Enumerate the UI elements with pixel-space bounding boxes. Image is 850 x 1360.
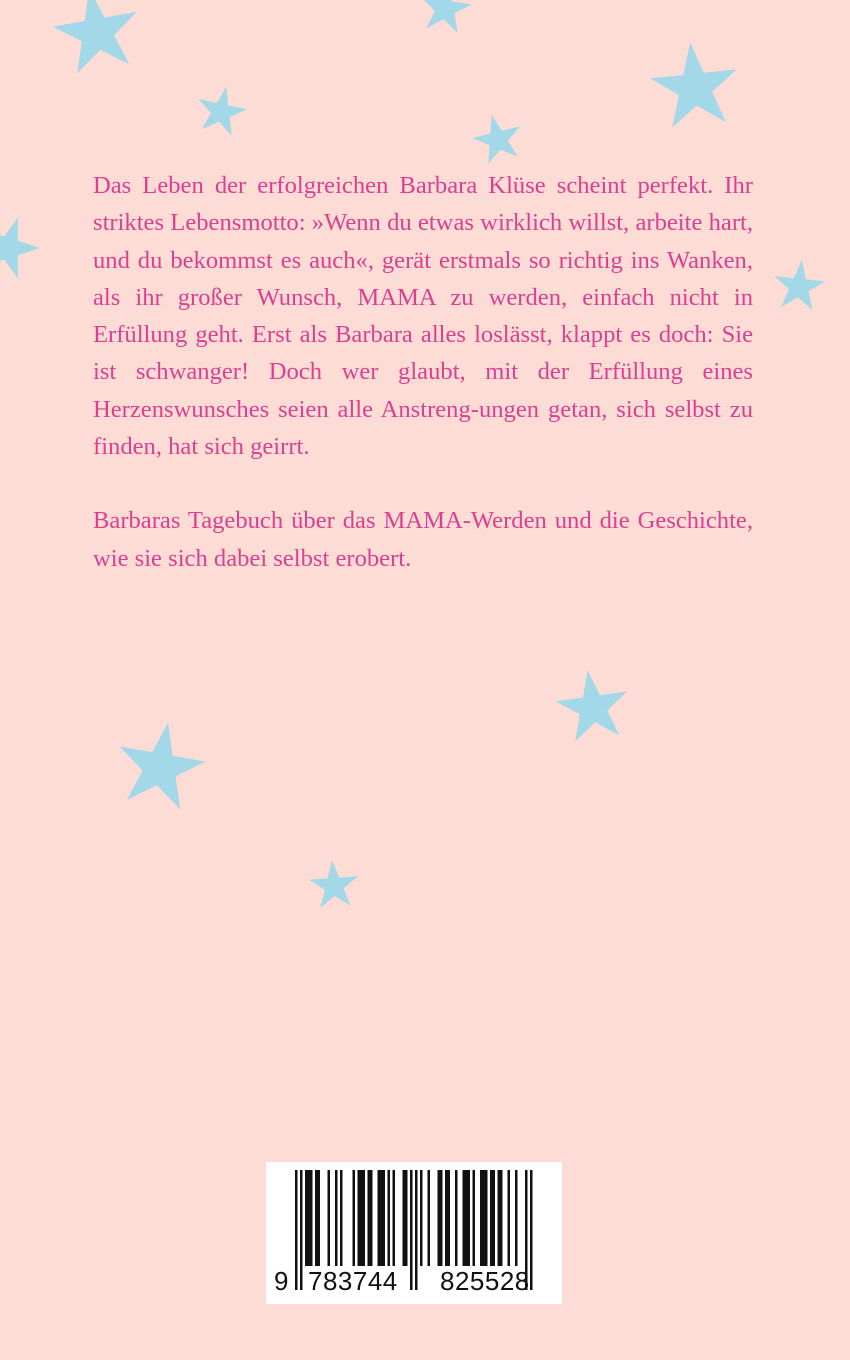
blurb-paragraph: Barbaras Tagebuch über das MAMA-Werden und die Geschichte, wie sie sich dabei selbst erobert. (93, 507, 753, 572)
barcode-bar (483, 1170, 486, 1266)
barcode-bar (465, 1170, 468, 1266)
barcode-bar (305, 1170, 308, 1266)
barcode-bar (378, 1170, 381, 1266)
barcode-lead-digit: 9 (274, 1266, 289, 1296)
barcode-bar (508, 1170, 511, 1266)
barcode-bar (360, 1170, 363, 1266)
barcode-bar (353, 1170, 356, 1266)
barcode-bar (388, 1170, 391, 1266)
star-icon (0, 216, 40, 280)
barcode-bar (393, 1170, 396, 1266)
blurb-paragraph: Das Leben der erfolgreichen Barbara Klüse scheint perfekt. Ihr striktes Lebensmotto: »Wenn du etwas wirklich willst, arbeite hart, und du bekommst es auch«, gerät erstmals so richtig ins Wanken, als ihr großer Wunsch, MAMA zu werden, einfach nicht in Erfüllung geht. Erst als Barbara alles loslässt, klappt es doch: Sie ist schwanger! Doch wer glaubt, mit der Erfüllung eines Herzenswunsches seien alle Anstreng-ungen getan, sich selbst zu finden, hat sich geirrt. (93, 172, 753, 461)
barcode-group-right: 825528 (440, 1266, 530, 1296)
barcode-bar (363, 1170, 366, 1266)
barcode-bar (485, 1170, 488, 1266)
barcode-bar (328, 1170, 331, 1266)
barcode-bar (335, 1170, 338, 1266)
barcode-bar (438, 1170, 441, 1266)
barcode-bar (380, 1170, 383, 1266)
barcode-bar (403, 1170, 406, 1266)
barcode-bar (493, 1170, 496, 1266)
barcode-bar (420, 1170, 423, 1266)
blurb-text (93, 167, 753, 577)
barcode-bar (480, 1170, 483, 1266)
barcode-bar (498, 1170, 501, 1266)
star-icon (772, 260, 826, 314)
barcode-bar (368, 1170, 371, 1266)
barcode-bar (515, 1170, 518, 1266)
barcode-bar (448, 1170, 451, 1266)
barcode-bar (468, 1170, 471, 1266)
barcode-bar (440, 1170, 443, 1266)
barcode-bar (455, 1170, 458, 1266)
barcode-bar (405, 1170, 408, 1266)
barcode-bar (473, 1170, 476, 1266)
barcode-bar (315, 1170, 318, 1266)
barcode-bar (500, 1170, 503, 1266)
barcode-bar (490, 1170, 493, 1266)
barcode-bar (370, 1170, 373, 1266)
barcode-bar (463, 1170, 466, 1266)
barcode-bar (358, 1170, 361, 1266)
star-icon (308, 860, 360, 912)
barcode-bar (428, 1170, 431, 1266)
star-icon (418, 0, 472, 36)
star-icon (114, 722, 206, 814)
barcode-bar (445, 1170, 448, 1266)
star-icon (472, 114, 524, 166)
barcode-bar (310, 1170, 313, 1266)
barcode-group-left: 783744 (308, 1266, 398, 1296)
barcode-bar (318, 1170, 321, 1266)
barcode-bar (308, 1170, 311, 1266)
star-icon (195, 86, 247, 138)
star-icon (52, 0, 142, 78)
isbn-barcode (266, 1162, 562, 1304)
barcode-bar (340, 1170, 343, 1266)
barcode-bar (383, 1170, 386, 1266)
star-icon (555, 670, 631, 746)
star-icon (649, 42, 741, 134)
barcode-number (266, 1266, 562, 1302)
